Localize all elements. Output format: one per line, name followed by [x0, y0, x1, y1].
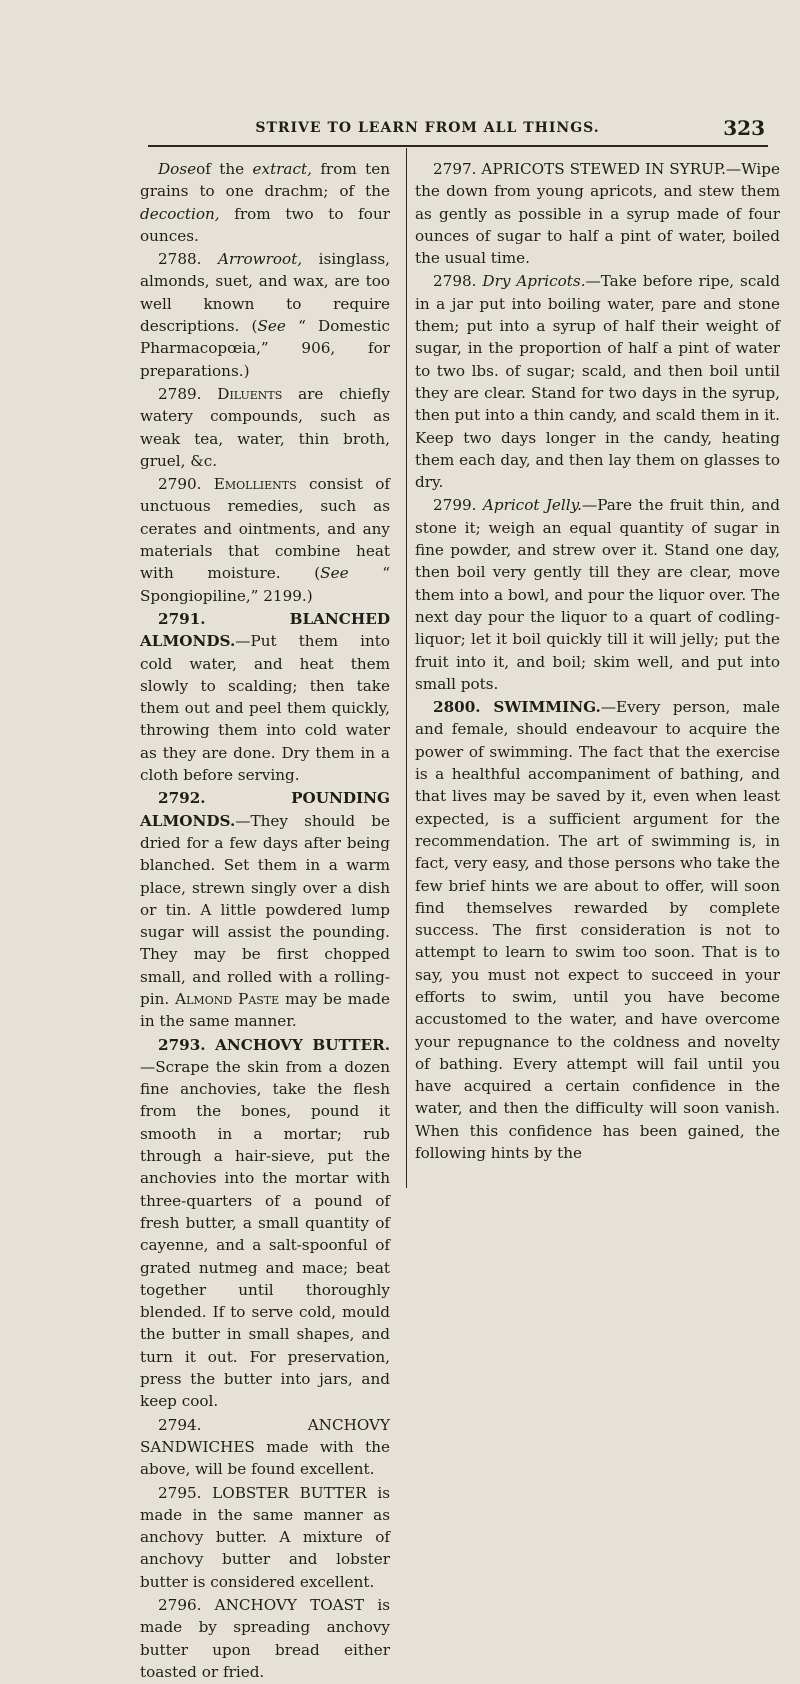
text-run: —They should be dried for a few days after being blanched. Set them in a warm place, strewn singly over a dish or tin. A little powdered lump sugar will assist the pounding. They may be first chopped small, and rolled with a rolling-pin. [140, 811, 390, 1008]
page-number: 323 [723, 116, 765, 140]
paragraph-p-2791 [140, 608, 390, 786]
paragraph-p-2800 [415, 696, 780, 1164]
text-run: Dose [158, 160, 197, 178]
text-run: 2792. POUNDING ALMONDS. [140, 789, 390, 830]
text-run: 2788. [158, 250, 219, 269]
paragraph-p-2795 [140, 1482, 390, 1593]
text-run: 2790. [158, 475, 214, 494]
text-run: —Scrape the skin from a dozen fine anchovies, take the flesh from the bones, pound it smooth in a mortar; rub through a hair-sieve, put the anchovies into the mortar with three-quarters of a pound of fresh butter, a small quantity of cayenne, and a salt-spoonful of grated nutmeg and mace; beat together until thoroughly blended. If to serve cold, mould the butter in small shapes, and turn it out. For preservation, press the butter into jars, and keep cool. [140, 1057, 390, 1411]
paragraph-p-2794 [140, 1414, 390, 1481]
paragraph-p-2797 [415, 158, 780, 269]
text-run: —Every person, male and female, should endeavour to acquire the power of swimming. The fact that the exercise is a healthful accompaniment of bathing, and that lives may be saved by it, even when least expected, is a sufficient argument for the recommendation. The art of swimming is, in fact, very easy, and those persons who take the few brief hints we are about to offer, will soon find themselves rewarded by complete success. The first consideration is not to attempt to learn to swim too soon. That is to say, you must not expect to succeed in your efforts to swim, until you have become accustomed to the water, and have overcome your repugnance to the coldness and novelty of bathing. Every attempt will fail until you have acquired a certain confidence in the water, and then the difficulty will soon vanish. When this confidence has been gained, the following hints by the [415, 698, 780, 1163]
text-run: —Put them into cold water, and heat them slowly to scalding; then take them out and peel them quickly, throwing them into cold water as they are done. Dry them in a cloth before serving. [140, 632, 390, 785]
text-run: —Pare the fruit thin, and stone it; weigh an equal quantity of sugar in fine powder, and strew over it. Stand one day, then boil very gently till they are clear, move them into a bowl, and pour the liquor over. The next day pour the liquor to a quart of codling-liquor; let it boil quickly till it will jelly; put the fruit into it, and boil; skim well, and put into small pots. [415, 496, 780, 693]
text-run: from ten grains to one drachm; of the [140, 160, 390, 201]
paragraph-p-2788 [140, 248, 390, 382]
paragraph-p-2799 [415, 494, 780, 695]
text-run: isinglass, almonds, suet, and wax, are too well known to require descriptions. ( [140, 250, 391, 336]
text-run: “ Spongiopiline,” 2199.) [140, 564, 390, 605]
text-run: Dry Apricots. [482, 272, 586, 291]
text-run: 2795. LOBSTER BUTTER is made in the same manner as anchovy butter. A mixture of anchovy butter and lobster butter is considered excellent. [140, 1483, 390, 1591]
text-run: 2800. SWIMMING. [433, 698, 601, 717]
header-rule [148, 145, 768, 147]
paragraph-p-2792 [140, 787, 390, 1032]
paragraph-p-dose [140, 158, 390, 247]
text-run: “ Domestic Pharmacopœia,” 906, for preparations.) [140, 317, 391, 380]
text-run: decoction, [140, 204, 220, 223]
text-run: See [257, 317, 286, 336]
left-column [140, 158, 390, 1684]
text-run: extract, [252, 160, 312, 178]
text-run: consist of unctuous remedies, such as cerates and ointments, and any materials that combine heat with moisture. ( [140, 475, 390, 583]
paragraph-p-2790 [140, 473, 390, 607]
text-run: of the [196, 160, 253, 178]
text-run: 2791. BLANCHED ALMONDS. [140, 609, 390, 651]
text-run: Emollients [213, 475, 297, 494]
text-run: are chiefly watery compounds, such as weak tea, water, thin broth, gruel, &c. [140, 384, 390, 470]
text-run: 2799. [433, 496, 483, 515]
paragraph-p-2789 [140, 383, 390, 472]
paragraph-p-2793 [140, 1034, 390, 1413]
column-divider [406, 148, 407, 1188]
text-run: Apricot Jelly. [482, 496, 583, 515]
text-run: Diluents [217, 384, 283, 403]
text-run: Almond Paste [175, 989, 280, 1008]
text-run: 2796. ANCHOVY TOAST is made by spreading anchovy butter upon bread either toasted or fried. [140, 1596, 390, 1681]
right-column [415, 158, 780, 1165]
paragraph-p-2796 [140, 1594, 390, 1683]
text-run: 2789. [158, 384, 218, 403]
page-header [150, 116, 765, 148]
text-run: See [320, 564, 349, 583]
paragraph-p-2798 [415, 270, 780, 493]
text-run: 2793. ANCHOVY BUTTER. [158, 1035, 390, 1054]
text-run: 2798. [433, 272, 483, 291]
text-run: 2797. APRICOTS STEWED IN SYRUP.—Wipe the down from young apricots, and stew them as gently as possible in a syrup made of four ounces of sugar to half a pint of water, boiled the usual time. [415, 160, 780, 268]
text-run: —Take before ripe, scald in a jar put into boiling water, pare and stone them; put into a syrup of half their weight of sugar, in the proportion of half a pint of water to two lbs. of sugar; scald, and then boil until they are clear. Stand for two days in the syrup, then put into a thin candy, and scald them in it. Keep two days longer in the candy, heating them each day, and then lay them on glasses to dry. [415, 272, 780, 492]
text-run: 2794. ANCHOVY SANDWICHES made with the above, will be found excellent. [140, 1415, 390, 1479]
text-run: Arrowroot, [218, 250, 303, 269]
text-run: from two to four ounces. [140, 204, 390, 245]
text-run: may be made in the same manner. [140, 989, 390, 1031]
running-title: STRIVE TO LEARN FROM ALL THINGS. [255, 120, 600, 136]
